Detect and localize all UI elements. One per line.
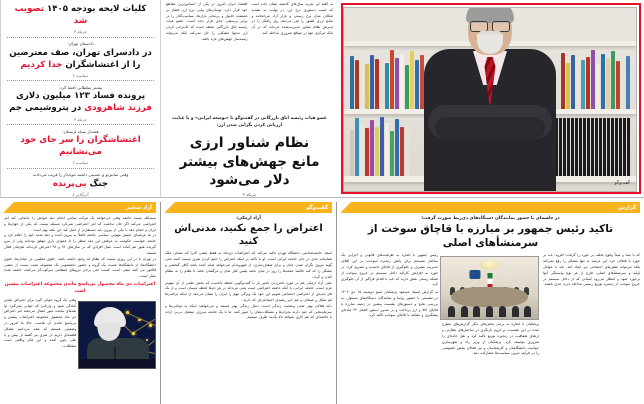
briefs-sidebar — [0, 0, 160, 197]
report-col-2 — [442, 253, 539, 357]
top-block — [0, 0, 644, 197]
horizontal-rule — [0, 197, 644, 201]
report-kicker: در جلسه‌ای با حضور نمایندگان دستگاه‌های ذی‌ربط صورت گرفت؛ — [421, 216, 560, 221]
brief-headline-black: پرونده فساد ۱۲۳ میلیون دلاری — [15, 91, 146, 102]
talk-body-2: حقی آزاد ارمکی هم در مورد دامن‌زدن تاخیر بار با گفت‌وگویی لحظه دانا‌ست که بخش علمی از آن مهم‌تر عزم است. جامعه ایرانی، با آنکه جامعه اعتراضی است یعنی می‌داند در هر دم‌ها لحظه میسان است و از یک فاز جدیدی از اعتراضی اجتماعی شویم این خود یک ویژگی مهم را ایران را نشان می‌دهد از اینکه تراشی‌ها هم شکل و شمالی و هم خیر رشیدی اجتماعی‌ای که دارند. — [165, 280, 332, 302]
report-columns — [341, 253, 640, 357]
brief-headline — [7, 91, 154, 115]
section-label: آزاد سخنی — [124, 204, 152, 211]
brief-item[interactable] — [7, 39, 154, 79]
portrait-photo — [343, 7, 637, 192]
bottom-block — [0, 202, 644, 404]
brief-kicker: وقتی سایبرنو و حسینی داشته موجدار را فریب می‌دادند — [32, 172, 129, 178]
speaker-desk — [79, 359, 155, 368]
divider — [7, 80, 154, 81]
speaker-photo — [78, 301, 156, 369]
brief-kicker: هشدار سپاه لرستان: — [62, 128, 99, 134]
lead-story — [160, 0, 338, 197]
section-free-speech — [0, 202, 160, 404]
talk-body-3: دانه فعالان بهتر شدن وضعیت زندگی است. دنبال زندگی بهتر هستند و می‌خواهند اینکه به توانایی‌ها و سرمایه‌هایی که خود دارند بحران‌ها و مشکلات‌شان را عبور کنند. ما با یک جامعه سرزی، منفعل، بی‌بی اراده با جامعه‌ای که هم کاری بخواهد بالا یک‌بند طرف نیستیم. — [165, 303, 332, 320]
near-attendees — [445, 299, 534, 317]
lead-kicker: عضو هیات رئیسه اتاق بازرگانی در گفت‌وگو با «توسعه ایرانی» و با عنایت ارزیابی کردن نگرانی شدن ارز: — [172, 116, 327, 129]
lead-photo-panel — [338, 0, 644, 197]
section-label: گفت‌وگو — [306, 204, 328, 211]
brief-headline-black: در دادسرای تهران، صف معترضین — [9, 47, 152, 58]
report-col-2-text: پزشکیان با اشاره به برخی بخش‌های دیگر گزارش‌های مطرح شده در این نشست، بر لزوم بازنگری در ساختارهای نظارتی و ارتقای شفافیت در زنجیره توزیع تاکید کرد و نقل جاده‌ای را ضروری توصیف کرد. پزشکیان از وزیر راه و شهرسازی خواست دانشگاهیان و کارشناسان و نیز فعالان بخش خصوصی را در فرآیند تدوین سیاست‌ها مشارکت دهد. — [442, 322, 539, 356]
brief-item[interactable] — [7, 170, 154, 198]
brief-headline-red: جدا کردیم — [20, 59, 63, 70]
free-body-3: در تهران یا در این روزی نیست که نظام اند وجود داشته باشد. جلوی مجلس، در خیابان‌ها، جلوی دانشگاه‌ها، از دانشگاه‌ها هست یک گروه و حضور دانشجویی یک مجموعه مثبت نیست از بعضی فاکتور می کنند منفی است. کسب حتی برخی نیرو‌های انتظامی سرکوب‌گر می‌کنند، جامعه شده عمل است. — [4, 256, 156, 279]
brief-headline-black: جنگ — [89, 178, 109, 189]
brief-kicker: دادستان تهران: — [67, 41, 94, 47]
corner-triangle-icon — [341, 202, 352, 213]
brief-headline-black2: را از اغتشاشگران — [65, 59, 141, 70]
photo-caption: گفت‌وگو — [614, 181, 630, 186]
books-group — [561, 46, 630, 108]
lead-column-left: به گفته او، تجربه سال‌های گذشته نشان داده است که تثبیت دستوری نرخ ارز، در نهایت به تشدید شکاف میان نرخ رسمی و بازار آزاد می‌انجامد و منابع ارزی کشور را هدر می‌دهد. وی راهکار را در پذیرش نظام شناور مدیریت‌شده می‌داند که در آن بانک مرکزی تنها در مواقع ضروری مداخله کند. — [251, 2, 333, 36]
section-header-talk — [165, 202, 332, 213]
free-body-1: بسم‌الله مبسد جامعه وقتی می‌خواهد یک مرکت بنیادین انجام دهد خودش را جابجایی کند امر اعتراضی می‌کند اگر جان نداشت که امر اعتراضی نمی‌کرد مسئله نیست که یکی از جهان‌ها و ایران و انجام دهد با یکی از بیرون باید مستقل‌تر از اصل کند این نکته بهم است. — [4, 216, 156, 232]
lead-headline — [166, 134, 333, 189]
chandelier-icon — [479, 261, 501, 270]
lead-headline-line2: مانع جهش‌های بیشتر دلار می‌شود — [179, 153, 320, 188]
brief-item[interactable] — [7, 127, 154, 167]
lead-page-ref: چرتکه ۳ — [242, 192, 257, 197]
section-header-report — [341, 202, 640, 213]
brief-kicker: پیشتر سلطانی افشا کرد: — [58, 84, 103, 90]
section-talk — [160, 202, 336, 404]
books-group — [350, 46, 424, 108]
books-group — [350, 114, 409, 176]
lead-headline-line1: نظام شناور ارزی — [189, 134, 310, 151]
folded-arms-lower — [435, 117, 545, 139]
brief-page-ref: آذرآنلاین ۸ — [72, 192, 89, 198]
divider — [7, 37, 154, 38]
brief-headline-black: کلیات لایحه بودجه ۱۴۰۵ — [47, 4, 147, 14]
brief-item[interactable] — [7, 83, 154, 123]
brief-headline-red: بی‌پرنده — [52, 178, 87, 189]
brief-headline-red: اغتشاشگران را سر جای خود می‌نشانیم — [20, 135, 141, 158]
section-header-free — [4, 202, 156, 213]
glasses-icon — [470, 21, 510, 30]
section-report — [336, 202, 644, 404]
report-headline: تاکید رئیس جمهور بر مبارزه با قاچاق سوخت از سرمنشأهای اصلی — [367, 223, 614, 250]
free-body-2: در ما عرصه‌ای جنبش مهم‌تر، سیاسی جامعه کاملاً به بیرون آمده و دهد شده خود را اعلام کرد و جامعه خواست حکومت به عرفش این دهد منظر را تا عمودی باری موفق بوده‌اند ولی از نیرو گیرنده هنوز هم آماده است عمل افرادی که در سال‌های ۹۶ و ۹۸ اعتراض کرده‌اند هم‌چنان فعال هستند. — [4, 233, 156, 255]
corner-triangle-icon — [4, 202, 15, 213]
talk-headline: اعتراض را جمع نکنید، مدنی‌اش کنید — [174, 223, 323, 248]
cabinet-meeting-photo — [440, 256, 539, 320]
talk-kicker: آزاد ارمکی: — [236, 216, 261, 221]
corner-triangle-icon — [165, 202, 176, 213]
report-col-1: که با مبنا و مبدأ وقوع تخلف بر خورد را گرفت؛ افزود: باید بر خورد با فعالان خرد این عرصه به تنها مشکل را رفع نمی‌کند بلکه می‌تواند نقش‌های اجتماعی نیز ایجاد کند. باید با عوامل اولیه و سرمنشأهای اصلی، فارغ از هر نوع وابستگی آنها برخورد شود و انتظار می‌رود کسانی که از داخل سیستم در خروج سوخت از زنجیره توزیع رسمی مداخله دارند جدی باشند. — [543, 253, 640, 287]
brief-page-ref: سیاست ۲ — [72, 160, 89, 166]
talk-body-1: استاد جامعه‌شناسی دانشگاه تهران تاکید می‌کند که اعتراضات دی‌ماه نه فقط تنشی گذرا که نشانی ملک شناسانه جدی در جان جامعه ایرانی است. او با تاکید بر اینکه اعتراض را جمع کردن هنری نیست کسه معی گوید نیرو‌ی نگران شدن چنان و برای شفاف‌سازی، از شهروندان می‌خواهد شاید آمده باشد کافر گنجشی و مشکل را که کند خالصا جمعه‌ها را روز در میان باشد پلیس کنار شان و مرگشان باشد نا نظام را به نتظام کندن و گردد. — [165, 251, 332, 279]
brief-headline — [7, 179, 154, 191]
man-figure — [415, 7, 565, 191]
lead-columns — [166, 2, 333, 114]
brief-headline — [7, 135, 154, 159]
microphone-icon — [114, 347, 116, 359]
photo-red-frame — [341, 3, 641, 194]
divider — [7, 168, 154, 169]
report-col-3 — [341, 253, 438, 357]
section-label: گزارش — [617, 204, 636, 211]
lead-column-right: اقتصاد ایران امروز در یکی از حساس‌ترین مقاطع خود قرار دارد. نوسان‌های پیاپی نرخ ارز، فشار بر معیشت خانوار و بی‌ثباتی بازارها، سیاست‌گذار را در برابر پرسشی جدی قرار داده است. عضو هیات رئیسه اتاق بازرگانی معتقد است که تک‌نرخی کردن ارز نه‌تنها مشکلی را حل نمی‌کند بلکه می‌تواند زمینه‌ساز جهش‌های تازه باشد. — [166, 2, 248, 41]
brief-page-ref: چرتکه ۳ — [74, 116, 87, 122]
brief-page-ref: چرتکه ۳ — [74, 29, 87, 35]
national-seal-icon — [469, 270, 480, 279]
brief-headline — [7, 4, 154, 28]
report-col-3-p1: رئیس جمهور با اشاره به ظرفیت‌های قانونی و اجرایی یک ساختار منسجم برای پایش زنجیره سوخت، بر این اقلام، مدیریت مصرف و جلوگیری از قاچاق دانست و تصریح کرد: در خورد به افزایش کارآمد داخل سیستم در خروج سوخت از شبکه رسمی نقش دارند که باید با اقدام فراگیر از آن جلوگیری کرد. — [341, 253, 438, 287]
brief-item[interactable] — [7, 2, 154, 35]
brief-headline-red: تصویب شد — [14, 4, 88, 26]
brief-page-ref: سیاست ۲ — [72, 72, 89, 78]
free-body-4: وقتی یک گروه جوانی گیرد برای اعتراض معدی آمادگی شود و وارثانی که جوانی نمی‌گیرد نیا نقدهای نیامده عبور انتقال می‌دهند امر اعتراض دی ماه محصول مجموعه اعتراضات پیشین و بی‌پاسخ ماندن آن هاست. حالا ما امروز در وضعیتی هستیم که همه می‌دانیم مشکل قلمعه‌ای داریم در هنری نیز گفتند از پیش و پا علی پایین آمده و این فکر واقعی است مشکلات. — [4, 297, 77, 349]
pull-quote: اعتراضات دی ماه محصول بی‌پاسخ ماندن مجموعه اعتراضات پیشین است — [4, 281, 156, 294]
report-col-3-p2: به گزارش ایسنا، مسعود پزشکیان صبح دوشنبه ۱۵ دی ۱۴۰۴ در نشستی با حضور رؤسا و نمایندگان دستگاه‌های مسئول، به بررسی نتایج و دستور‌های نشست پیشین در زمینه مبارزه با قاچاق کالا و ارز پرداخت و بر صدور دستور العمل ۲۴ ماده‌ای پیشگیری و مقابله با قاچاق سوخت تاکید کرد. — [341, 290, 439, 318]
divider — [7, 124, 154, 125]
brief-headline-red: فرزند شاهرودی — [84, 103, 152, 114]
brief-headline-black2: در پتروشیمی جم — [9, 103, 82, 114]
brief-headline — [7, 48, 154, 72]
